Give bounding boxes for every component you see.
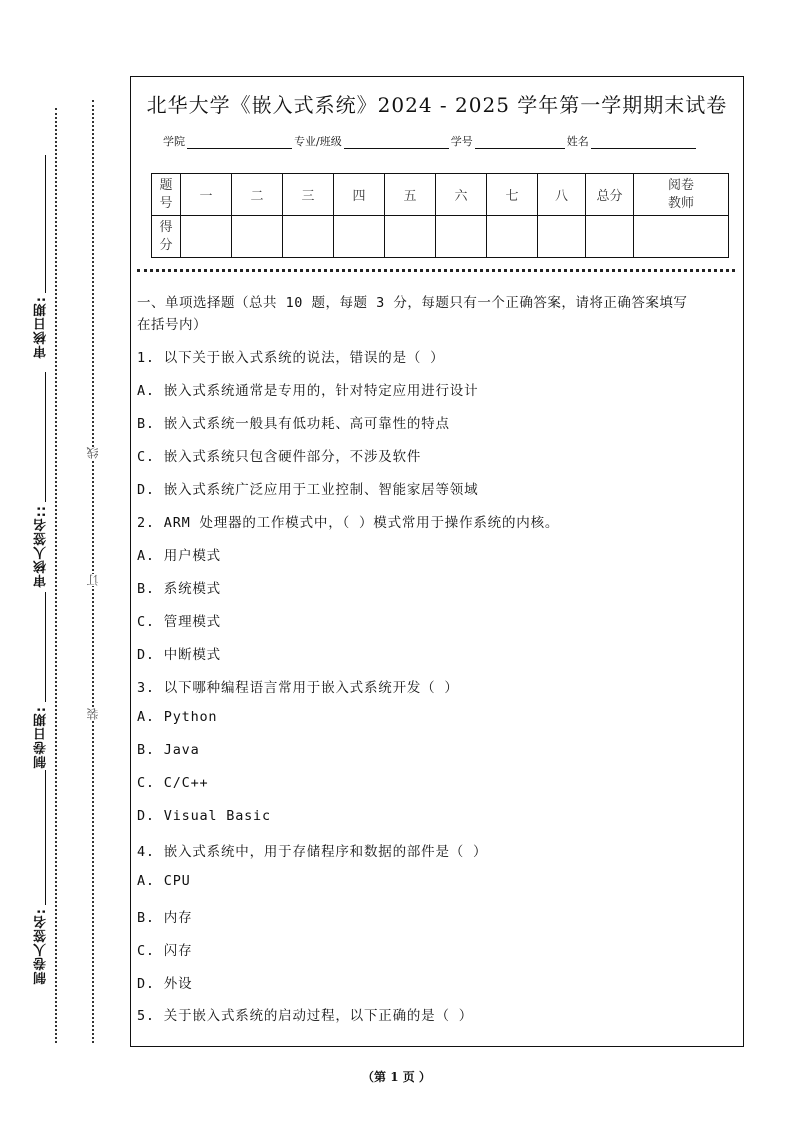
reviewer-date-label: 审核日期: [34, 296, 49, 359]
exam-paper [130, 76, 744, 1047]
score-table [151, 173, 729, 258]
binding-mark-line: 线 [86, 447, 100, 459]
question-3-option-c[interactable]: C. C/C++ [137, 775, 209, 791]
col-head-total: 总分 [586, 174, 634, 216]
name-field[interactable] [591, 136, 696, 149]
question-5-stem: 5. 关于嵌入式系统的启动过程，以下正确的是（ ） [137, 1008, 474, 1024]
score-row [152, 216, 729, 258]
question-4-option-a[interactable]: A. CPU [137, 873, 191, 889]
college-field[interactable] [187, 136, 292, 149]
score-cell-7[interactable] [487, 216, 538, 258]
question-1-option-b[interactable]: B. 嵌入式系统一般具有低功耗、高可靠性的特点 [137, 416, 450, 432]
exam-title: 北华大学《嵌入式系统》2024 - 2025 学年第一学期期末试卷 [146, 93, 728, 117]
maker-date-label: 制卷日期: [34, 706, 49, 769]
maker-signature-label: 制卷人签名: [34, 908, 49, 985]
dotted-separator [137, 269, 735, 272]
section-heading: 一、单项选择题（总共 10 题，每题 3 分，每题只有一个正确答案，请将正确答案填写 在括号内） [137, 295, 688, 333]
question-4-option-b[interactable]: B. 内存 [137, 910, 193, 926]
score-cell-2[interactable] [232, 216, 283, 258]
question-4-stem: 4. 嵌入式系统中，用于存储程序和数据的部件是（ ） [137, 844, 488, 860]
col-head-3: 三 [283, 174, 334, 216]
question-area [137, 292, 737, 336]
col-head-4: 四 [334, 174, 385, 216]
binding-mark-staple: 订 [86, 574, 100, 586]
score-cell-6[interactable] [436, 216, 487, 258]
student-id-label: 学号 [450, 135, 473, 148]
inner-dotted-line [55, 108, 57, 1043]
question-4-option-c[interactable]: C. 闪存 [137, 943, 193, 959]
score-cell-3[interactable] [283, 216, 334, 258]
question-1-option-a[interactable]: A. 嵌入式系统通常是专用的，针对特定应用进行设计 [137, 383, 479, 399]
question-1-option-d[interactable]: D. 嵌入式系统广泛应用于工业控制、智能家居等领域 [137, 482, 479, 498]
question-2-option-a[interactable]: A. 用户模式 [137, 548, 221, 564]
question-3-option-d[interactable]: D. Visual Basic [137, 808, 271, 824]
row-head-question-number: 题 号 [152, 174, 181, 216]
reviewer-signature-label: 审核人签名:: [34, 505, 49, 588]
signature-underline [45, 592, 46, 702]
name-label: 姓名 [566, 135, 589, 148]
col-head-1: 一 [181, 174, 232, 216]
col-head-5: 五 [385, 174, 436, 216]
question-3-option-a[interactable]: A. Python [137, 709, 218, 725]
col-head-grader: 阅卷 教师 [634, 174, 729, 216]
major-class-label: 专业/班级 [294, 135, 342, 148]
col-head-2: 二 [232, 174, 283, 216]
score-cell-grader[interactable] [634, 216, 729, 258]
signature-underline [45, 770, 46, 905]
question-2-option-c[interactable]: C. 管理模式 [137, 614, 221, 630]
student-id-field[interactable] [475, 136, 565, 149]
college-label: 学院 [163, 135, 185, 148]
signature-underline [45, 372, 46, 502]
question-1-option-c[interactable]: C. 嵌入式系统只包含硬件部分，不涉及软件 [137, 449, 422, 465]
score-cell-5[interactable] [385, 216, 436, 258]
score-cell-1[interactable] [181, 216, 232, 258]
page-number: （第 1 页 ） [362, 1070, 431, 1084]
score-cell-total[interactable] [586, 216, 634, 258]
question-2-stem: 2. ARM 处理器的工作模式中，（ ）模式常用于操作系统的内核。 [137, 515, 560, 531]
question-2-option-d[interactable]: D. 中断模式 [137, 647, 221, 663]
row-head-score: 得 分 [152, 216, 181, 258]
question-2-option-b[interactable]: B. 系统模式 [137, 581, 221, 597]
col-head-6: 六 [436, 174, 487, 216]
question-1-stem: 1. 以下关于嵌入式系统的说法，错误的是（ ） [137, 350, 445, 366]
student-info-row [163, 133, 698, 149]
score-cell-8[interactable] [538, 216, 586, 258]
score-cell-4[interactable] [334, 216, 385, 258]
question-4-option-d[interactable]: D. 外设 [137, 976, 193, 992]
binding-mark-bind: 装 [86, 708, 100, 720]
signature-underline [45, 155, 46, 293]
question-3-option-b[interactable]: B. Java [137, 742, 200, 758]
col-head-8: 八 [538, 174, 586, 216]
question-number-row [152, 174, 729, 216]
question-3-stem: 3. 以下哪种编程语言常用于嵌入式系统开发（ ） [137, 680, 459, 696]
col-head-7: 七 [487, 174, 538, 216]
outer-dotted-line [92, 100, 94, 1043]
major-class-field[interactable] [344, 136, 449, 149]
